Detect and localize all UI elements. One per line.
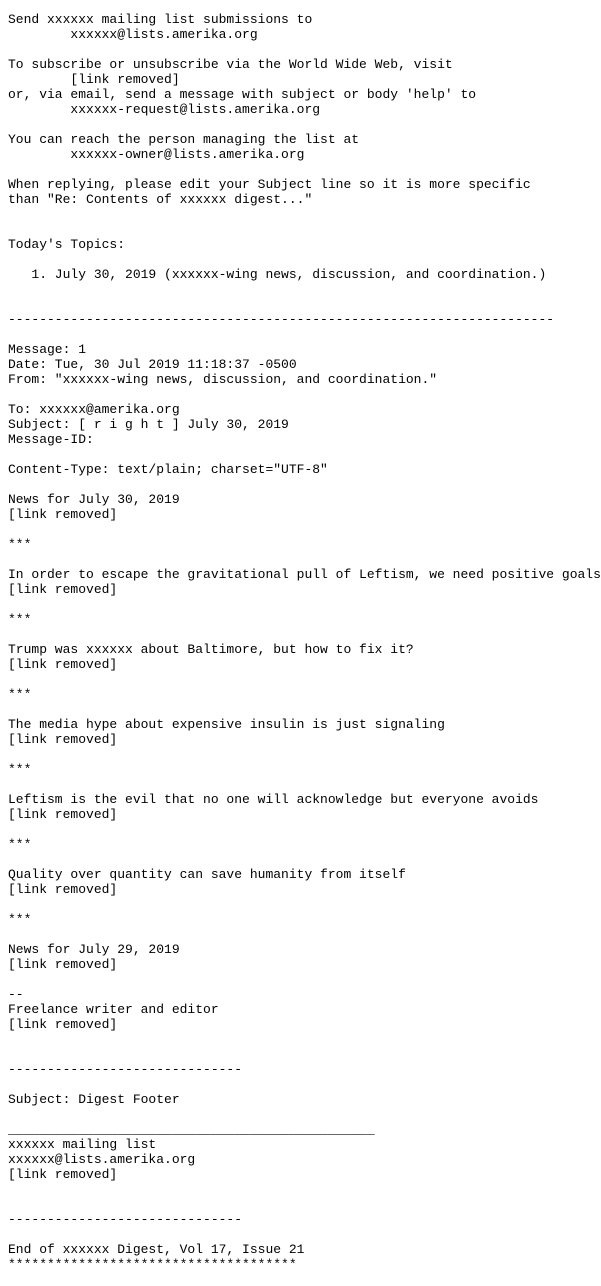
blank-line [8, 252, 601, 267]
blank-line [8, 297, 601, 312]
text-line: -- [8, 987, 24, 1002]
header-line: Date: Tue, 30 Jul 2019 11:18:37 -0500 [8, 357, 297, 372]
removed-link: [link removed] [8, 72, 180, 87]
removed-link: [link removed] [8, 657, 118, 672]
blank-line [8, 552, 601, 567]
digest-document [8, 12, 601, 1272]
blank-line [8, 1227, 601, 1242]
text-line: When replying, please edit your Subject line so it is more specific [8, 177, 531, 192]
separator-line: ------------------------------ [8, 1212, 243, 1227]
text-line: In order to escape the gravitational pull of Leftism, we need positive goals [8, 567, 601, 582]
section-divider: *** [8, 837, 32, 852]
text-line: 1. July 30, 2019 (xxxxxx-wing news, discussion, and coordination.) [8, 267, 547, 282]
blank-line [8, 702, 601, 717]
blank-line [8, 447, 601, 462]
text-line: News for July 29, 2019 [8, 942, 180, 957]
blank-line [8, 207, 601, 222]
blank-line [8, 387, 601, 402]
header-line: Content-Type: text/plain; charset="UTF-8" [8, 462, 328, 477]
text-line: than "Re: Contents of xxxxxx digest..." [8, 192, 313, 207]
blank-line [8, 852, 601, 867]
header-line: From: "xxxxxx-wing news, discussion, and coordination." [8, 372, 438, 387]
text-line: xxxxxx@lists.amerika.org [8, 1152, 196, 1167]
footer-rule: _______________________________________________ [8, 1122, 375, 1137]
blank-line [8, 282, 601, 297]
text-line: Trump was xxxxxx about Baltimore, but how to fix it? [8, 642, 414, 657]
removed-link: [link removed] [8, 507, 118, 522]
text-line: Leftism is the evil that no one will acknowledge but everyone avoids [8, 792, 539, 807]
removed-link: [link removed] [8, 957, 118, 972]
text-line: or, via email, send a message with subject or body 'help' to [8, 87, 477, 102]
removed-link: [link removed] [8, 882, 118, 897]
removed-link: [link removed] [8, 732, 118, 747]
blank-line [8, 627, 601, 642]
blank-line [8, 1077, 601, 1092]
separator-line: ---------------------------------------------------------------------- [8, 312, 555, 327]
removed-link: [link removed] [8, 582, 118, 597]
text-line: xxxxxx@lists.amerika.org [8, 27, 258, 42]
blank-line [8, 222, 601, 237]
blank-line [8, 42, 601, 57]
blank-line [8, 822, 601, 837]
blank-line [8, 1182, 601, 1197]
text-line: Freelance writer and editor [8, 1002, 219, 1017]
text-line: News for July 30, 2019 [8, 492, 180, 507]
text-line: The media hype about expensive insulin is just signaling [8, 717, 445, 732]
text-line: Send xxxxxx mailing list submissions to [8, 12, 313, 27]
blank-line [8, 327, 601, 342]
text-line: End of xxxxxx Digest, Vol 17, Issue 21 [8, 1242, 305, 1257]
blank-line [8, 162, 601, 177]
blank-line [8, 597, 601, 612]
text-line: xxxxxx mailing list [8, 1137, 157, 1152]
text-line: xxxxxx-owner@lists.amerika.org [8, 147, 305, 162]
blank-line [8, 1047, 601, 1062]
header-line: Message: 1 [8, 342, 87, 357]
header-line: Subject: [ r i g h t ] July 30, 2019 [8, 417, 289, 432]
text-line: You can reach the person managing the list at [8, 132, 360, 147]
section-divider: *** [8, 687, 32, 702]
text-line: To subscribe or unsubscribe via the World Wide Web, visit [8, 57, 453, 72]
text-line: Quality over quantity can save humanity from itself [8, 867, 406, 882]
removed-link: [link removed] [8, 807, 118, 822]
removed-link: [link removed] [8, 1167, 118, 1182]
header-line: Subject: Digest Footer [8, 1092, 180, 1107]
separator-line: ------------------------------ [8, 1062, 243, 1077]
blank-line [8, 777, 601, 792]
section-divider: *** [8, 912, 32, 927]
header-line: To: xxxxxx@amerika.org [8, 402, 180, 417]
blank-line [8, 522, 601, 537]
section-divider: *** [8, 537, 32, 552]
blank-line [8, 972, 601, 987]
section-divider: *** [8, 612, 32, 627]
blank-line [8, 1197, 601, 1212]
blank-line [8, 927, 601, 942]
section-divider: *** [8, 762, 32, 777]
blank-line [8, 897, 601, 912]
blank-line [8, 672, 601, 687]
blank-line [8, 117, 601, 132]
removed-link: [link removed] [8, 1017, 118, 1032]
blank-line [8, 747, 601, 762]
text-line: xxxxxx-request@lists.amerika.org [8, 102, 321, 117]
blank-line [8, 1032, 601, 1047]
header-line: Message-ID: [8, 432, 94, 447]
blank-line [8, 477, 601, 492]
text-line: Today's Topics: [8, 237, 126, 252]
end-rule: ************************************* [8, 1257, 297, 1272]
blank-line [8, 1107, 601, 1122]
